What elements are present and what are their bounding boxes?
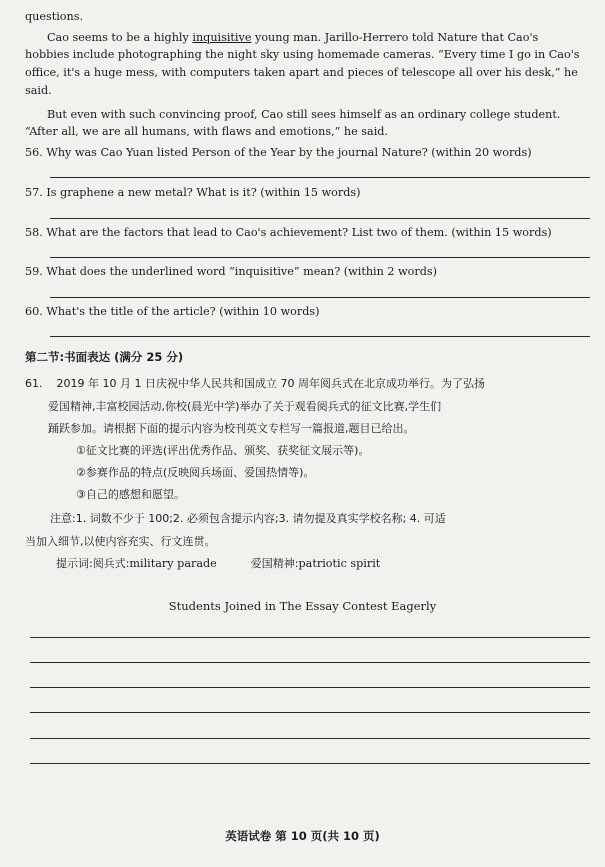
writing-line[interactable] [30, 738, 590, 739]
question-61-line-3: 踊跃参加。请根据下面的提示内容为校刊英文专栏写一篇报道,题目已给出。 [48, 422, 415, 435]
underlined-word-inquisitive: inquisitive [192, 31, 252, 44]
passage-line: “After all, we are all humans, with flaws and emotions,” he said. [25, 125, 388, 138]
writing-line[interactable] [30, 763, 590, 764]
hint-point-2: ②参赛作品的特点(反映阅兵场面、爱国热情等)。 [76, 466, 315, 479]
section-heading: 第二节:书面表达 (满分 25 分) [25, 350, 184, 364]
writing-line[interactable] [30, 712, 590, 713]
question-56: 56. Why was Cao Yuan listed Person of the Year by the journal Nature? (within 20 words) [25, 146, 532, 159]
passage-line: office, it's a huge mess, with computers taken apart and pieces of telescope all over his desk,” he [25, 66, 578, 79]
prompt-text: 2019 年 10 月 1 日庆祝中华人民共和国成立 70 周年阅兵式在北京成功举行。为了弘扬 [56, 377, 485, 390]
question-58: 58. What are the factors that lead to Cao's achievement? List two of them. (within 15 words) [25, 226, 552, 239]
question-60: 60. What's the title of the article? (within 10 words) [25, 305, 320, 318]
hint-words [56, 557, 585, 571]
note-line-2: 当加入细节,以使内容充实、行文连贯。 [25, 535, 216, 548]
passage-text: Cao seems to be a highly [47, 31, 193, 44]
hint-label: 提示词:阅兵式: [56, 557, 130, 570]
answer-line-56[interactable] [50, 177, 590, 178]
hint-point-1: ①征文比赛的评选(评出优秀作品、颁奖、获奖征文展示等)。 [76, 444, 370, 457]
hint-label-2: 爱国精神: [250, 557, 299, 570]
question-61-line-1 [25, 377, 585, 391]
question-61-line-2: 爱国精神,丰富校园活动,你校(晨光中学)举办了关于观看阅兵式的征文比赛,学生们 [48, 400, 442, 413]
hint-point-3: ③自己的感想和愿望。 [76, 488, 185, 501]
writing-line[interactable] [30, 687, 590, 688]
hint-patriotic-spirit: patriotic spirit [298, 557, 381, 570]
answer-line-58[interactable] [50, 257, 590, 258]
essay-title: Students Joined in The Essay Contest Eagerly [168, 599, 437, 613]
question-number: 61. [25, 377, 43, 390]
passage-text: young man. Jarillo-Herrero told Nature that Cao's [251, 31, 539, 44]
passage-line: said. [25, 84, 52, 97]
answer-line-57[interactable] [50, 218, 590, 219]
hint-military-parade: military parade [129, 557, 217, 570]
answer-line-59[interactable] [50, 297, 590, 298]
page-footer: 英语试卷 第 10 页(共 10 页) [225, 829, 380, 843]
note-line-1: 注意:1. 词数不少于 100;2. 必须包含提示内容;3. 请勿提及真实学校名称; 4. 可适 [50, 512, 446, 525]
passage-line: questions. [25, 10, 84, 23]
passage-paragraph-1-line-1 [25, 31, 585, 45]
question-59: 59. What does the underlined word “inquisitive” mean? (within 2 words) [25, 265, 437, 278]
question-57: 57. Is graphene a new metal? What is it? (within 15 words) [25, 186, 361, 199]
writing-line[interactable] [30, 637, 590, 638]
passage-line: hobbies include photographing the night sky using homemade cameras. “Every time I go in Cao's [25, 48, 580, 61]
writing-line[interactable] [30, 662, 590, 663]
answer-line-60[interactable] [50, 336, 590, 337]
passage-paragraph-2-line-1: But even with such convincing proof, Cao still sees himself as an ordinary college student. [47, 108, 561, 121]
